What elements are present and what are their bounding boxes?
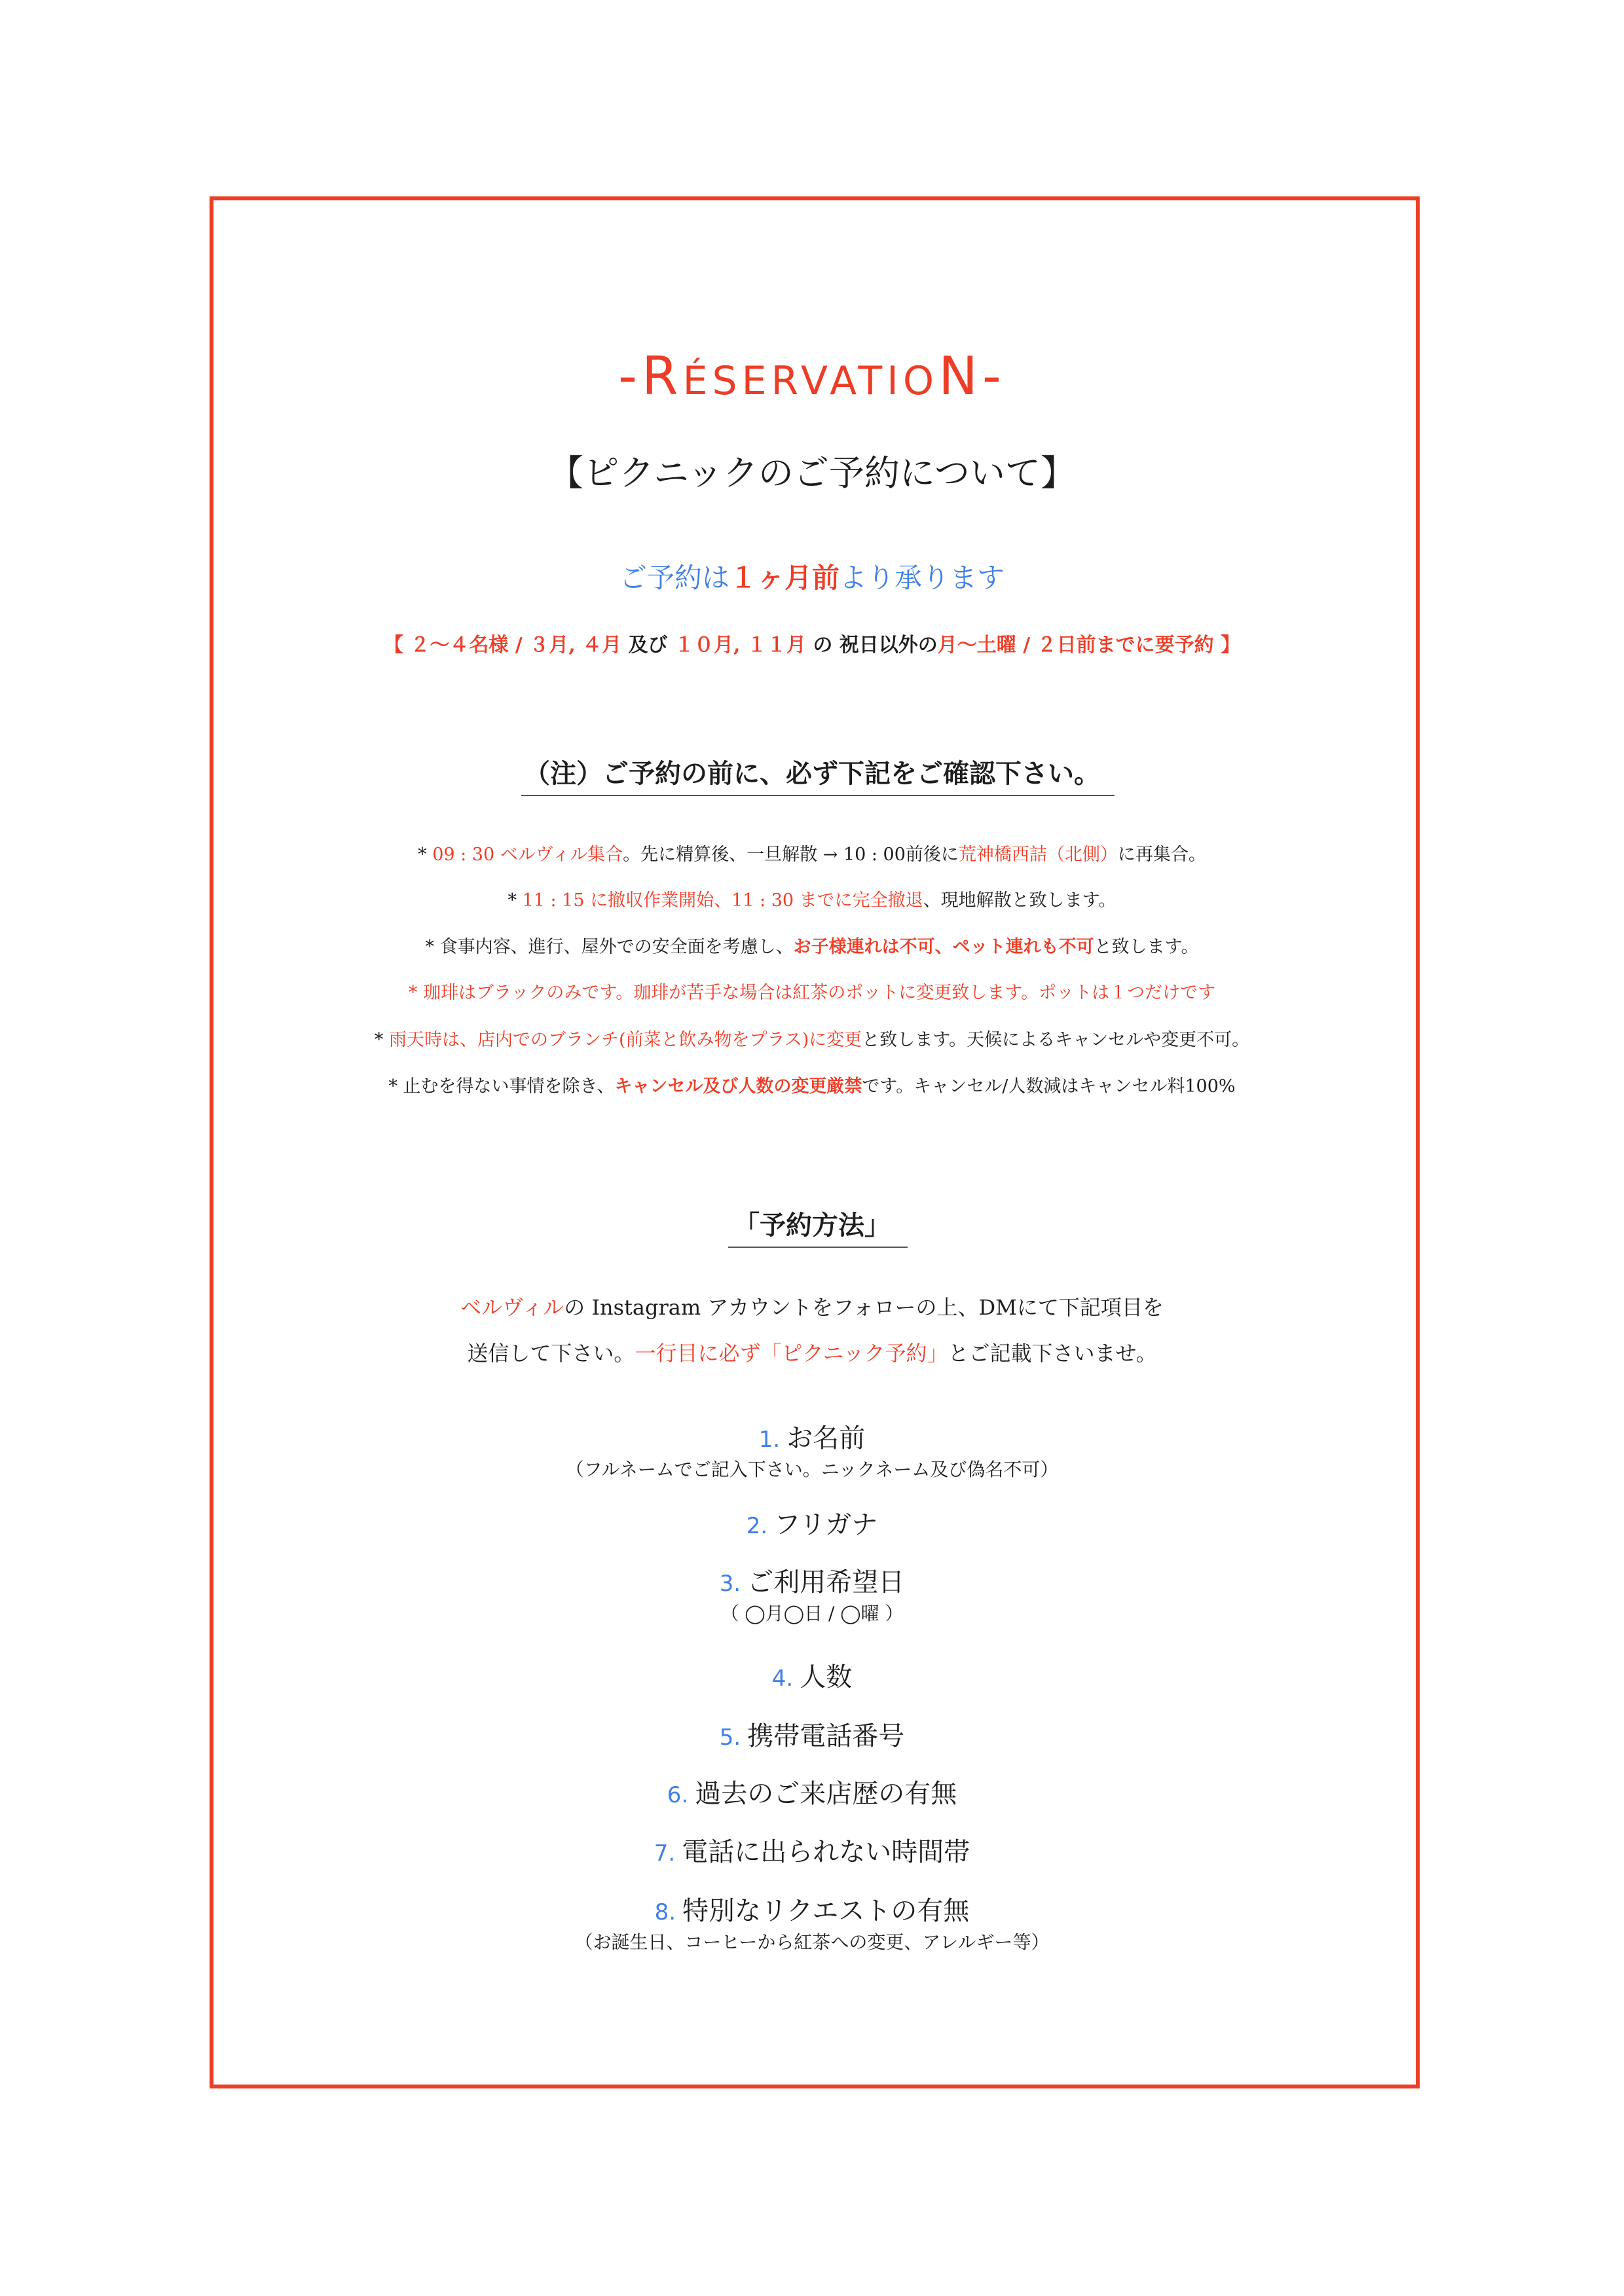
page-title: -RÉSERVATION- [618, 346, 1006, 407]
form-item-1-note: （フルネームでご記入下さい。ニックネーム及び偽名不可） [565, 1459, 1059, 1480]
method-heading: 「予約方法」 [733, 1210, 891, 1241]
form-item-3 [0, 1561, 1624, 1599]
notice-line-2: * 11 : 15 に撤収作業開始、11 : 30 までに完全撤退、現地解散と致します。 [507, 890, 1116, 911]
notice-line-3: * 食事内容、進行、屋外での安全面を考慮し、お子様連れは不可、ペット連れも不可と致します。 [425, 937, 1199, 957]
notice-line-6: * 止むを得ない事情を除き、キャンセル及び人数の変更厳禁です。キャンセル/人数減はキャンセル料100% [388, 1076, 1236, 1097]
notice-heading: （注）ご予約の前に、必ず下記をご確認下さい。 [524, 758, 1100, 789]
method-heading-underline [728, 1247, 908, 1248]
booking-lead: ご予約は１ヶ月前より承ります [619, 562, 1005, 594]
method-paragraph-line-2: 送信して下さい。一行目に必ず「ピクニック予約」とご記載下さいませ。 [467, 1341, 1157, 1366]
item-number: 7. [654, 1840, 676, 1867]
item-label: お名前 [786, 1423, 866, 1453]
notice-line-5: * 雨天時は、店内でのブランチ(前菜と飲み物をプラス)に変更と致します。天候によるキャンセルや変更不可。 [374, 1030, 1250, 1050]
item-number: 1. [758, 1427, 781, 1453]
form-item-4 [0, 1656, 1624, 1694]
form-item-8 [0, 1890, 1624, 1927]
item-label: 携帯電話番号 [747, 1721, 905, 1751]
item-label: 特別なリクエストの有無 [682, 1896, 970, 1926]
item-label: ご利用希望日 [747, 1567, 905, 1597]
item-number: 4. [771, 1666, 794, 1692]
item-number: 6. [667, 1782, 689, 1808]
notice-line-4: * 珈琲はブラックのみです。珈琲が苦手な場合は紅茶のポットに変更致します。ポットは１つだけです [408, 983, 1216, 1003]
notice-line-1: * 09 : 30 ベルヴィル集合。先に精算後、一旦解散 → 10 : 00前後に荒神橋西詰（北側）に再集合。 [418, 845, 1206, 865]
form-item-2 [0, 1504, 1624, 1541]
form-item-7 [0, 1831, 1624, 1868]
notice-heading-underline [521, 795, 1115, 796]
method-paragraph-line-1: ベルヴィルの Instagram アカウントをフォローの上、DMにて下記項目を [460, 1295, 1164, 1320]
form-item-3-note: （ ◯月◯日 / ◯曜 ） [720, 1603, 904, 1624]
form-item-1 [0, 1417, 1624, 1455]
item-number: 5. [719, 1724, 741, 1751]
item-label: 人数 [800, 1662, 853, 1692]
form-item-5 [0, 1715, 1624, 1753]
item-number: 3. [719, 1571, 741, 1597]
item-number: 8. [654, 1899, 676, 1925]
item-number: 2. [746, 1513, 768, 1539]
item-label: 電話に出られない時間帯 [682, 1837, 970, 1867]
subtitle: 【ピクニックのご予約について】 [548, 452, 1076, 494]
booking-conditions: 【 ２〜４名様 / ３月, ４月 及び １０月, １１月 の 祝日以外の月〜土曜 / ２日前までに要予約 】 [383, 634, 1241, 657]
form-item-8-note: （お誕生日、コーヒーから紅茶への変更、アレルギー等） [574, 1931, 1050, 1953]
form-item-6 [0, 1773, 1624, 1810]
item-label: フリガナ [774, 1510, 878, 1540]
item-label: 過去のご来店歴の有無 [695, 1779, 957, 1809]
